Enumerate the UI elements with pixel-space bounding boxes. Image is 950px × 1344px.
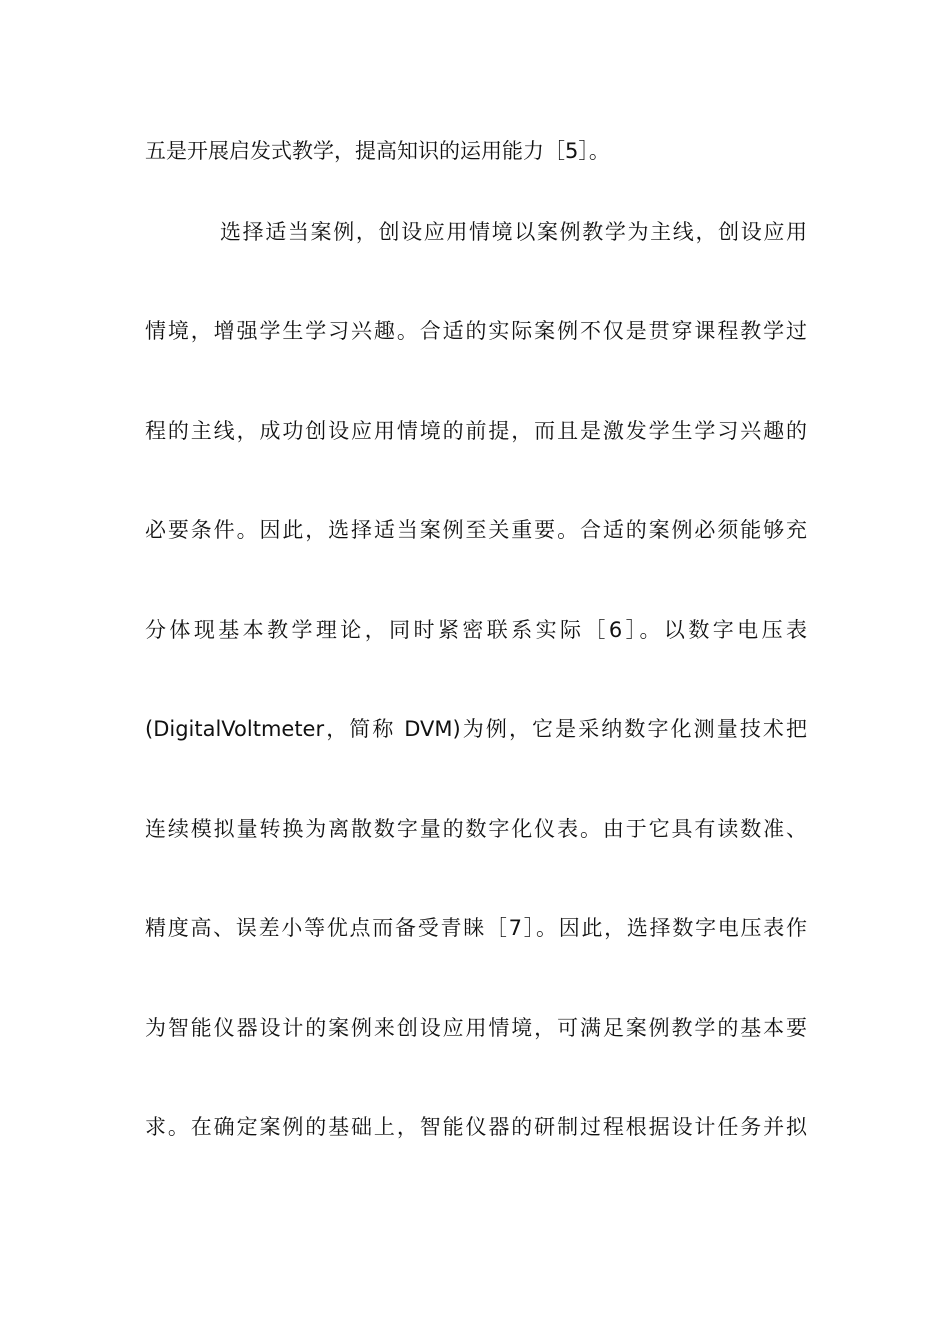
text-line-2: 选择适当案例，创设应用情境以案例教学为主线，创设应用 [220,220,807,244]
text-line-1: 五是开展启发式教学，提高知识的运用能力［5］。 [145,139,610,163]
text-line-5: 必要条件。因此，选择适当案例至关重要。合适的案例必须能够充 [145,518,807,542]
text-line-9: 精度高、误差小等优点而备受青睐［7］。因此，选择数字电压表作 [145,916,807,940]
text-line-8: 连续模拟量转换为离散数字量的数字化仪表。由于它具有读数准、 [145,817,807,841]
text-line-3: 情境，增强学生学习兴趣。合适的实际案例不仅是贯穿课程教学过 [145,319,807,343]
text-line-6: 分体现基本教学理论，同时紧密联系实际［6］。以数字电压表 [145,618,807,642]
text-line-4: 程的主线，成功创设应用情境的前提，而且是激发学生学习兴趣的 [145,419,807,443]
text-line-10: 为智能仪器设计的案例来创设应用情境，可满足案例教学的基本要 [145,1016,807,1040]
text-line-7: (DigitalVoltmeter，简称 DVM)为例，它是采纳数字化测量技术把 [145,717,807,741]
text-line-11: 求。在确定案例的基础上，智能仪器的研制过程根据设计任务并拟 [145,1115,807,1139]
